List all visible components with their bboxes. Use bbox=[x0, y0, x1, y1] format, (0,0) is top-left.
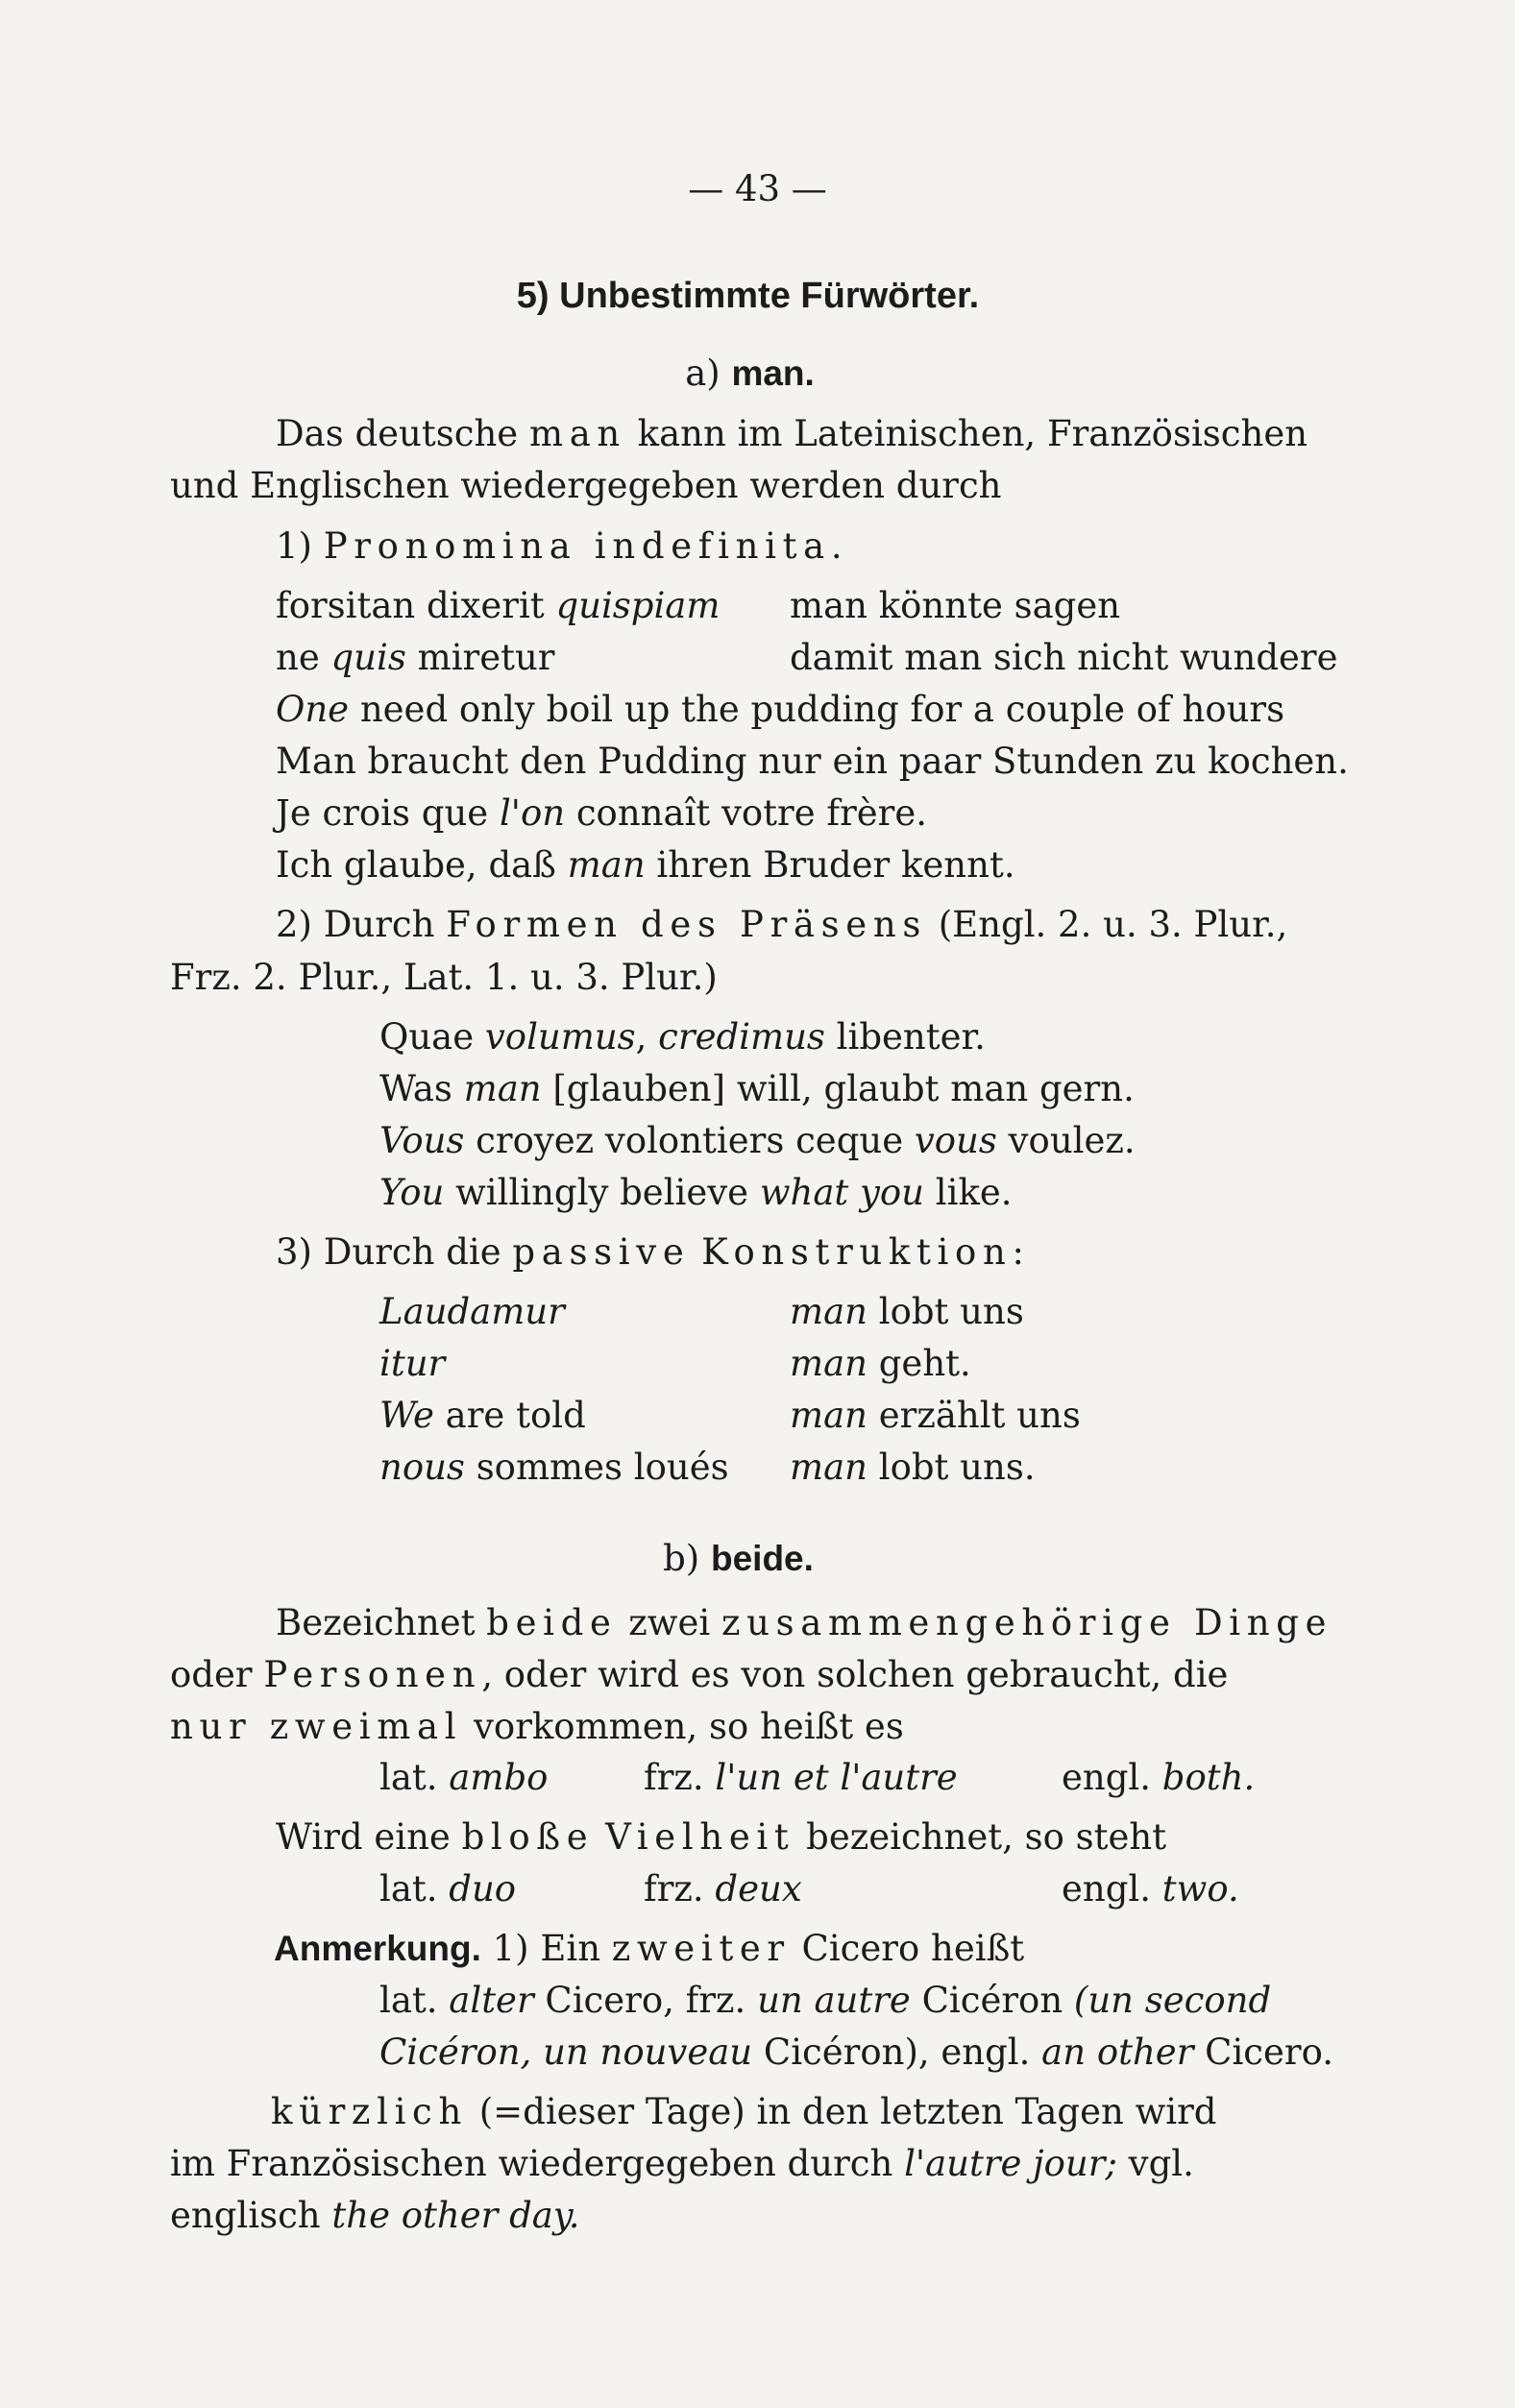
subsection-title: man. bbox=[731, 353, 815, 393]
paragraph-line: und Englischen wiedergegeben werden durch bbox=[170, 465, 1002, 506]
example-right: man erzählt uns bbox=[790, 1395, 1081, 1436]
paragraph-line: englisch the other day. bbox=[170, 2195, 580, 2236]
paragraph-line: Frz. 2. Plur., Lat. 1. u. 3. Plur.) bbox=[170, 957, 718, 998]
example-left: itur bbox=[379, 1343, 446, 1384]
paragraph-line: Wird eine bloße Vielheit bezeichnet, so steht bbox=[276, 1816, 1167, 1858]
translation-lat: lat. duo bbox=[379, 1868, 517, 1909]
subsection-label: a) bbox=[685, 353, 721, 394]
note-line: lat. alter Cicero, frz. un autre Cicéron (un second bbox=[379, 1980, 1272, 2021]
example-left: forsitan dixerit quispiam bbox=[276, 585, 721, 626]
example-line: One need only boil up the pudding for a couple of hours bbox=[276, 689, 1285, 730]
section-heading: 5) Unbestimmte Fürwörter. bbox=[516, 276, 980, 316]
example-right: man lobt uns. bbox=[790, 1447, 1036, 1488]
example-line: Quae volumus, credimus libenter. bbox=[379, 1016, 986, 1058]
paragraph-line: im Französischen wiedergegeben durch l'autre jour; vgl. bbox=[170, 2143, 1194, 2184]
paragraph-line: Das deutsche man kann im Lateinischen, Französischen bbox=[276, 413, 1308, 454]
example-line: Was man [glauben] will, glaubt man gern. bbox=[379, 1068, 1135, 1109]
example-line: Ich glaube, daß man ihren Bruder kennt. bbox=[276, 844, 1015, 886]
example-right: man könnte sagen bbox=[790, 585, 1121, 626]
page-number: — 43 — bbox=[688, 168, 827, 209]
translation-engl: engl. both. bbox=[1062, 1757, 1256, 1798]
list-item-1: 1) Pronomina indefinita. bbox=[276, 525, 843, 567]
list-item-3: 3) Durch die passive Konstruktion: bbox=[276, 1231, 1024, 1273]
list-item-2: 2) Durch Formen des Präsens (Engl. 2. u. 3. Plur., bbox=[276, 904, 1288, 945]
example-right: damit man sich nicht wundere bbox=[790, 637, 1338, 678]
paragraph-line: oder Personen, oder wird es von solchen gebraucht, die bbox=[170, 1654, 1229, 1695]
translation-frz: frz. deux bbox=[644, 1868, 802, 1909]
example-line: Je crois que l'on connaît votre frère. bbox=[276, 792, 928, 834]
note-line: Anmerkung. 1) Ein zweiter Cicero heißt bbox=[274, 1928, 1025, 1969]
subsection-heading-b bbox=[0, 1537, 1496, 1581]
subsection-label: b) bbox=[663, 1538, 700, 1579]
example-right: man lobt uns bbox=[790, 1291, 1024, 1332]
example-right: man geht. bbox=[790, 1343, 971, 1384]
subsection-title: beide. bbox=[710, 1539, 814, 1578]
example-line: You willingly believe what you like. bbox=[379, 1172, 1013, 1213]
note-label: Anmerkung. bbox=[274, 1929, 481, 1968]
example-left: nous sommes loués bbox=[379, 1447, 729, 1488]
example-left: We are told bbox=[379, 1395, 586, 1436]
translation-lat: lat. ambo bbox=[379, 1757, 549, 1798]
paragraph-line: Bezeichnet beide zwei zusammengehörige Dinge bbox=[276, 1602, 1333, 1643]
example-line: Man braucht den Pudding nur ein paar Stunden zu kochen. bbox=[276, 741, 1349, 782]
example-left: Laudamur bbox=[379, 1291, 565, 1332]
note-line: Cicéron, un nouveau Cicéron), engl. an other Cicero. bbox=[379, 2031, 1333, 2073]
paragraph-line: kürzlich (=dieser Tage) in den letzten Tagen wird bbox=[271, 2091, 1217, 2132]
translation-frz: frz. l'un et l'autre bbox=[644, 1757, 958, 1798]
translation-engl: engl. two. bbox=[1062, 1868, 1239, 1909]
paragraph-line: nur zweimal vorkommen, so heißt es bbox=[170, 1706, 904, 1747]
example-left: ne quis miretur bbox=[276, 637, 555, 678]
subsection-heading-a bbox=[0, 352, 1507, 396]
example-line: Vous croyez volontiers ceque vous voulez. bbox=[379, 1120, 1136, 1161]
